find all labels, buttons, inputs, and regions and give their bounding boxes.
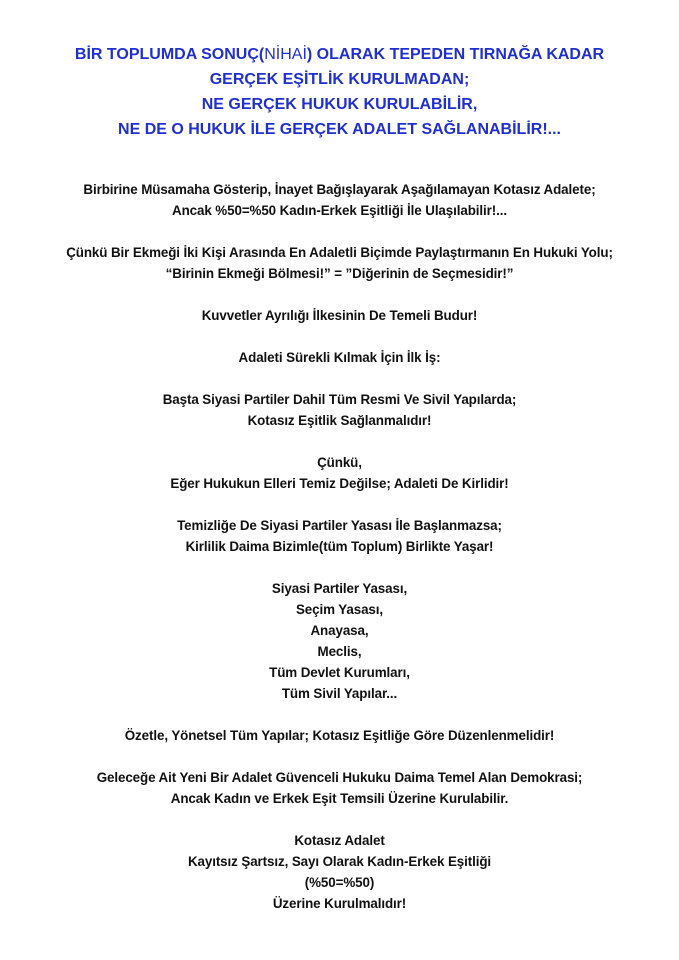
paragraph-line: Ancak Kadın ve Erkek Eşit Temsili Üzerine Kurulabilir.: [170, 791, 509, 806]
heading-line-1-end: ) OLARAK TEPEDEN TIRNAĞA KADAR: [306, 46, 605, 63]
paragraph-line: Kotasız Adalet: [294, 833, 385, 848]
document-body: [0, 179, 679, 914]
paragraph-line: Meclis,: [317, 644, 362, 659]
paragraph-line: Tüm Sivil Yapılar...: [281, 686, 398, 701]
paragraph-line: Adaleti Sürekli Kılmak İçin İlk İş:: [238, 350, 441, 365]
paragraph-line: Kirlilik Daima Bizimle(tüm Toplum) Birlikte Yaşar!: [185, 539, 494, 554]
paragraph-line: Kuvvetler Ayrılığı İlkesinin De Temeli Budur!: [201, 308, 478, 323]
paragraph-line: Üzerine Kurulmalıdır!: [272, 896, 407, 911]
heading-line-3: NE GERÇEK HUKUK KURULABİLİR,: [201, 96, 478, 113]
heading-line-1-middle: NİHAİ: [264, 46, 307, 63]
heading-line-2: GERÇEK EŞİTLİK KURULMADAN;: [209, 71, 470, 88]
paragraph-line: Kotasız Eşitlik Sağlanmalıdır!: [247, 413, 432, 428]
paragraph-line: Çünkü Bir Ekmeği İki Kişi Arasında En Adaletli Biçimde Paylaştırmanın En Hukuki Yolu;: [66, 245, 613, 260]
heading-line-1-start: BİR TOPLUMDA SONUÇ(: [74, 46, 265, 63]
heading-line-4: NE DE O HUKUK İLE GERÇEK ADALET SAĞLANABİLİR!...: [118, 121, 561, 138]
paragraph-line: Anayasa,: [310, 623, 369, 638]
paragraph-line: (%50=%50): [304, 875, 375, 890]
document-heading: [0, 42, 679, 142]
heading-line-1: [0, 42, 679, 67]
paragraph-line: Geleceğe Ait Yeni Bir Adalet Güvenceli Hukuku Daima Temel Alan Demokrasi;: [96, 770, 583, 785]
paragraph: [0, 242, 679, 284]
paragraph: [0, 515, 679, 557]
paragraph-line: Çünkü,: [317, 455, 362, 470]
paragraph-line: Başta Siyasi Partiler Dahil Tüm Resmi Ve Sivil Yapılarda;: [162, 392, 517, 407]
paragraph: [0, 179, 679, 221]
paragraph-line: Kayıtsız Şartsız, Sayı Olarak Kadın-Erkek Eşitliği: [187, 854, 492, 869]
paragraph-line: Tüm Devlet Kurumları,: [269, 665, 410, 680]
paragraph-line: Ancak %50=%50 Kadın-Erkek Eşitliği İle Ulaşılabilir!...: [172, 203, 507, 218]
paragraph: [0, 347, 679, 368]
paragraph-line: Temizliğe De Siyasi Partiler Yasası İle Başlanmazsa;: [177, 518, 502, 533]
paragraph-line: Birbirine Müsamaha Gösterip, İnayet Bağışlayarak Aşağılamayan Kotasız Adalete;: [83, 182, 596, 197]
paragraph-line: “Birinin Ekmeği Bölmesi!” = ”Diğerinin de Seçmesidir!”: [165, 266, 514, 281]
paragraph: [0, 767, 679, 809]
paragraph: [0, 725, 679, 746]
paragraph-line: Siyasi Partiler Yasası,: [271, 581, 408, 596]
paragraph: [0, 830, 679, 914]
paragraph: [0, 578, 679, 704]
paragraph: [0, 389, 679, 431]
paragraph: [0, 305, 679, 326]
paragraph: [0, 452, 679, 494]
paragraph-line: Özetle, Yönetsel Tüm Yapılar; Kotasız Eşitliğe Göre Düzenlenmelidir!: [124, 728, 555, 743]
paragraph-line: Eğer Hukukun Elleri Temiz Değilse; Adaleti De Kirlidir!: [170, 476, 509, 491]
paragraph-line: Seçim Yasası,: [295, 602, 384, 617]
